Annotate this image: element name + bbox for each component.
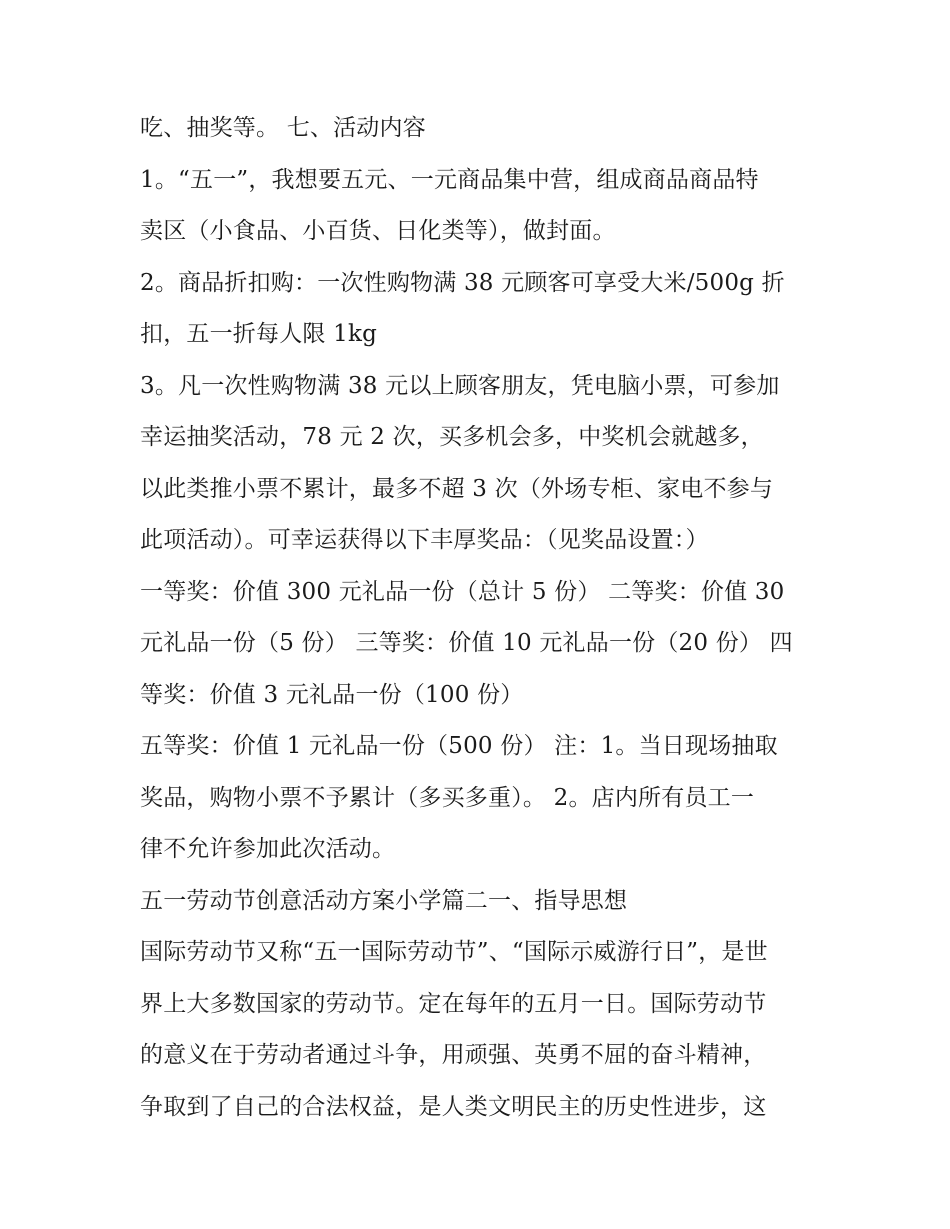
text-line: 争取到了自己的合法权益，是人类文明民主的历史性进步，这 [140,1094,767,1120]
text-line: 以此类推小票不累计，最多不超 3 次（外场专柜、家电不参与 [140,476,774,502]
text-line: 奖品，购物小票不予累计（多买多重）。 2。店内所有员工一 [140,785,755,811]
text-line: 一等奖：价值 300 元礼品一份（总计 5 份） 二等奖：价值 30 [140,579,785,605]
text-line: 3。凡一次性购物满 38 元以上顾客朋友，凭电脑小票，可参加 [140,373,780,399]
text-line: 幸运抽奖活动，78 元 2 次，买多机会多，中奖机会就越多， [140,424,764,450]
text-line: 此项活动）。可幸运获得以下丰厚奖品：（见奖品设置：） [140,527,709,553]
text-line: 五等奖：价值 1 元礼品一份（500 份） 注：1。当日现场抽取 [140,733,778,759]
text-line: 元礼品一份（5 份） 三等奖：价值 10 元礼品一份（20 份） 四 [140,630,793,656]
text-line: 1。“五一”，我想要五元、一元商品集中营，组成商品商品特 [140,167,759,193]
text-line: 的意义在于劳动者通过斗争，用顽强、英勇不屈的奋斗精神， [140,1042,767,1068]
text-line: 界上大多数国家的劳动节。定在每年的五月一日。国际劳动节 [140,991,767,1017]
section-heading: 五一劳动节创意活动方案小学篇二一、指导思想 [140,888,628,914]
text-line: 等奖：价值 3 元礼品一份（100 份） [140,682,524,708]
text-line: 扣，五一折每人限 1kg [140,321,378,347]
text-line: 国际劳动节又称“五一国际劳动节”、“国际示威游行日”，是世 [140,939,768,965]
text-line: 2。商品折扣购：一次性购物满 38 元顾客可享受大米/500g 折 [140,270,785,296]
text-line: 卖区（小食品、小百货、日化类等），做封面。 [140,218,616,244]
text-line: 律不允许参加此次活动。 [140,836,396,862]
text-line: 吃、抽奖等。 七、活动内容 [140,115,426,141]
